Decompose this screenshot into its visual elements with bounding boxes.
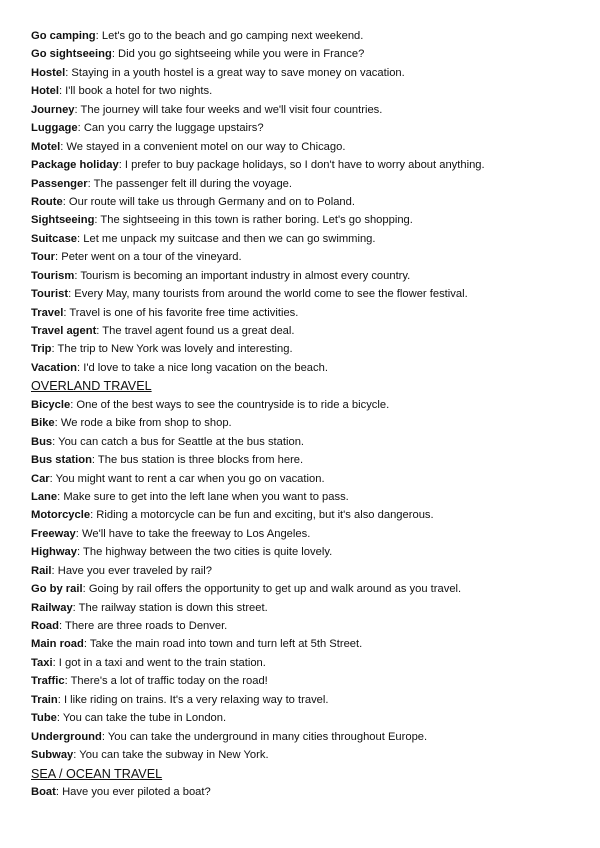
entry-term: Package holiday bbox=[31, 159, 119, 172]
entry-text: : Staying in a youth hostel is a great way to save money on vacation. bbox=[65, 66, 405, 79]
entry-term: Car bbox=[31, 472, 50, 485]
entry-term: Traffic bbox=[31, 675, 65, 688]
entry-text: : The passenger felt ill during the voyage. bbox=[87, 177, 292, 190]
entry-main-road bbox=[31, 635, 576, 653]
entry-text: : The trip to New York was lovely and interesting. bbox=[51, 343, 293, 356]
entry-travel bbox=[31, 304, 576, 322]
entry-term: Road bbox=[31, 620, 59, 632]
entry-motel bbox=[31, 138, 576, 156]
entry-text: : I prefer to buy package holidays, so I don't have to worry about anything. bbox=[118, 159, 485, 172]
entry-underground bbox=[31, 728, 576, 746]
entry-term: Bicycle bbox=[31, 398, 71, 411]
entry-trip bbox=[31, 340, 576, 358]
entry-route bbox=[31, 193, 576, 211]
entry-term: Main road bbox=[31, 638, 84, 651]
entry-bus bbox=[31, 433, 576, 451]
entry-suitcase bbox=[31, 230, 576, 248]
entry-term: Motel bbox=[31, 140, 61, 153]
entry-term: Bike bbox=[31, 417, 55, 430]
entry-term: Train bbox=[31, 693, 58, 706]
entry-term: Travel bbox=[31, 306, 64, 319]
entry-text: : I'd love to take a nice long vacation on the beach. bbox=[77, 361, 328, 374]
entry-term: Trip bbox=[31, 343, 52, 356]
entry-bus-station bbox=[31, 451, 576, 469]
entry-text: : Have you ever piloted a boat? bbox=[55, 785, 211, 798]
entry-tourist bbox=[31, 285, 576, 303]
entry-traffic bbox=[31, 672, 576, 690]
section-heading-overland-travel: OVERLAND TRAVEL bbox=[31, 379, 152, 394]
entry-go-sightseeing bbox=[31, 45, 576, 63]
entry-term: Taxi bbox=[31, 656, 53, 669]
entry-sightseeing bbox=[31, 211, 576, 229]
entry-term: Journey bbox=[31, 103, 75, 116]
entry-term: Passenger bbox=[31, 177, 88, 190]
entry-text: : Make sure to get into the left lane when you want to pass. bbox=[57, 490, 349, 503]
entry-text: : The sightseeing in this town is rather boring. Let's go shopping. bbox=[94, 214, 413, 227]
entry-term: Freeway bbox=[31, 527, 76, 540]
entry-text: : Riding a motorcycle can be fun and exciting, but it's also dangerous. bbox=[90, 509, 434, 522]
entry-term: Go by rail bbox=[31, 583, 83, 596]
entry-term: Bus bbox=[31, 435, 53, 448]
entry-travel-agent bbox=[31, 322, 576, 340]
entry-term: Travel agent bbox=[31, 325, 97, 337]
entry-term: Route bbox=[31, 195, 63, 208]
entry-railway bbox=[31, 599, 576, 617]
entry-text: : Peter went on a tour of the vineyard. bbox=[55, 251, 242, 264]
entry-text: : Did you go sightseeing while you were in France? bbox=[111, 48, 365, 61]
entry-term: Highway bbox=[31, 546, 78, 559]
entry-text: : There are three roads to Denver. bbox=[58, 620, 228, 632]
entry-hostel bbox=[31, 64, 576, 82]
entry-text: : There's a lot of traffic today on the road! bbox=[64, 675, 268, 688]
entry-term: Subway bbox=[31, 749, 74, 762]
entry-passenger bbox=[31, 175, 576, 193]
entry-text: : Every May, many tourists from around the world come to see the flower festival. bbox=[68, 288, 468, 301]
entry-hotel bbox=[31, 82, 576, 100]
entry-text: : Travel is one of his favorite free time activities. bbox=[63, 306, 299, 319]
entry-freeway bbox=[31, 525, 576, 543]
entry-term: Suitcase bbox=[31, 232, 78, 245]
entry-text: : You might want to rent a car when you go on vacation. bbox=[49, 472, 325, 485]
entry-road bbox=[31, 617, 576, 635]
entry-text: : You can catch a bus for Seattle at the bus station. bbox=[52, 435, 305, 448]
entry-term: Bus station bbox=[31, 454, 92, 467]
vocabulary-list bbox=[31, 27, 576, 801]
entry-term: Railway bbox=[31, 601, 73, 614]
entry-tube bbox=[31, 709, 576, 727]
entry-term: Tour bbox=[31, 251, 56, 264]
entry-term: Tourist bbox=[31, 288, 69, 301]
entry-term: Tube bbox=[31, 712, 57, 725]
entry-motorcycle bbox=[31, 506, 576, 524]
entry-text: : You can take the subway in New York. bbox=[73, 749, 269, 762]
entry-term: Luggage bbox=[31, 122, 78, 135]
entry-term: Hostel bbox=[31, 66, 66, 79]
entry-text: : Tourism is becoming an important industry in almost every country. bbox=[74, 269, 411, 282]
entry-highway bbox=[31, 543, 576, 561]
entry-text: : I got in a taxi and went to the train station. bbox=[52, 656, 266, 669]
entry-taxi bbox=[31, 654, 576, 672]
entry-text: : We rode a bike from shop to shop. bbox=[54, 417, 232, 430]
entry-term: Lane bbox=[31, 490, 58, 503]
entry-term: Sightseeing bbox=[31, 214, 95, 227]
entry-journey bbox=[31, 101, 576, 119]
entry-vacation bbox=[31, 359, 576, 377]
entry-term: Motorcycle bbox=[31, 509, 91, 522]
section-heading-sea-ocean-travel: SEA / OCEAN TRAVEL bbox=[31, 766, 163, 781]
entry-boat bbox=[31, 783, 576, 801]
entry-term: Go camping bbox=[31, 30, 96, 42]
entry-term: Boat bbox=[31, 785, 56, 798]
entry-car bbox=[31, 470, 576, 488]
entry-term: Tourism bbox=[31, 269, 75, 282]
entry-text: : Going by rail offers the opportunity to get up and walk around as you travel. bbox=[82, 583, 462, 596]
entry-text: : Let me unpack my suitcase and then we can go swimming. bbox=[77, 232, 376, 245]
entry-text: : The railway station is down this street. bbox=[72, 601, 268, 614]
entry-text: : Our route will take us through Germany and on to Poland. bbox=[62, 195, 355, 208]
entry-text: : You can take the underground in many cities throughout Europe. bbox=[101, 730, 428, 743]
entry-text: : Let's go to the beach and go camping next weekend. bbox=[95, 30, 364, 42]
entry-luggage bbox=[31, 119, 576, 137]
entry-text: : We'll have to take the freeway to Los Angeles. bbox=[75, 527, 311, 540]
entry-bicycle bbox=[31, 396, 576, 414]
entry-train bbox=[31, 691, 576, 709]
entry-rail bbox=[31, 562, 576, 580]
entry-term: Hotel bbox=[31, 85, 59, 98]
entry-subway bbox=[31, 746, 576, 764]
entry-term: Vacation bbox=[31, 361, 78, 374]
entry-tour bbox=[31, 248, 576, 266]
entry-text: : The highway between the two cities is quite lovely. bbox=[77, 546, 333, 559]
entry-text: : I'll book a hotel for two nights. bbox=[58, 85, 213, 98]
entry-text: : I like riding on trains. It's a very relaxing way to travel. bbox=[57, 693, 329, 706]
entry-text: : The journey will take four weeks and we'll visit four countries. bbox=[74, 103, 383, 116]
entry-text: : The bus station is three blocks from here. bbox=[91, 454, 304, 467]
entry-tourism bbox=[31, 267, 576, 285]
entry-text: : You can take the tube in London. bbox=[56, 712, 227, 725]
entry-term: Go sightseeing bbox=[31, 48, 112, 61]
entry-go-camping bbox=[31, 27, 576, 45]
entry-term: Underground bbox=[31, 730, 102, 743]
entry-bike bbox=[31, 414, 576, 432]
entry-go-by-rail bbox=[31, 580, 576, 598]
entry-text: : The travel agent found us a great deal. bbox=[96, 325, 295, 337]
entry-package-holiday bbox=[31, 156, 576, 174]
entry-text: : Can you carry the luggage upstairs? bbox=[77, 122, 264, 135]
entry-text: : Have you ever traveled by rail? bbox=[51, 564, 212, 577]
entry-term: Rail bbox=[31, 564, 52, 577]
entry-text: : We stayed in a convenient motel on our way to Chicago. bbox=[60, 140, 346, 153]
entry-lane bbox=[31, 488, 576, 506]
entry-text: : Take the main road into town and turn left at 5th Street. bbox=[83, 638, 363, 651]
entry-text: : One of the best ways to see the countryside is to ride a bicycle. bbox=[70, 398, 390, 411]
